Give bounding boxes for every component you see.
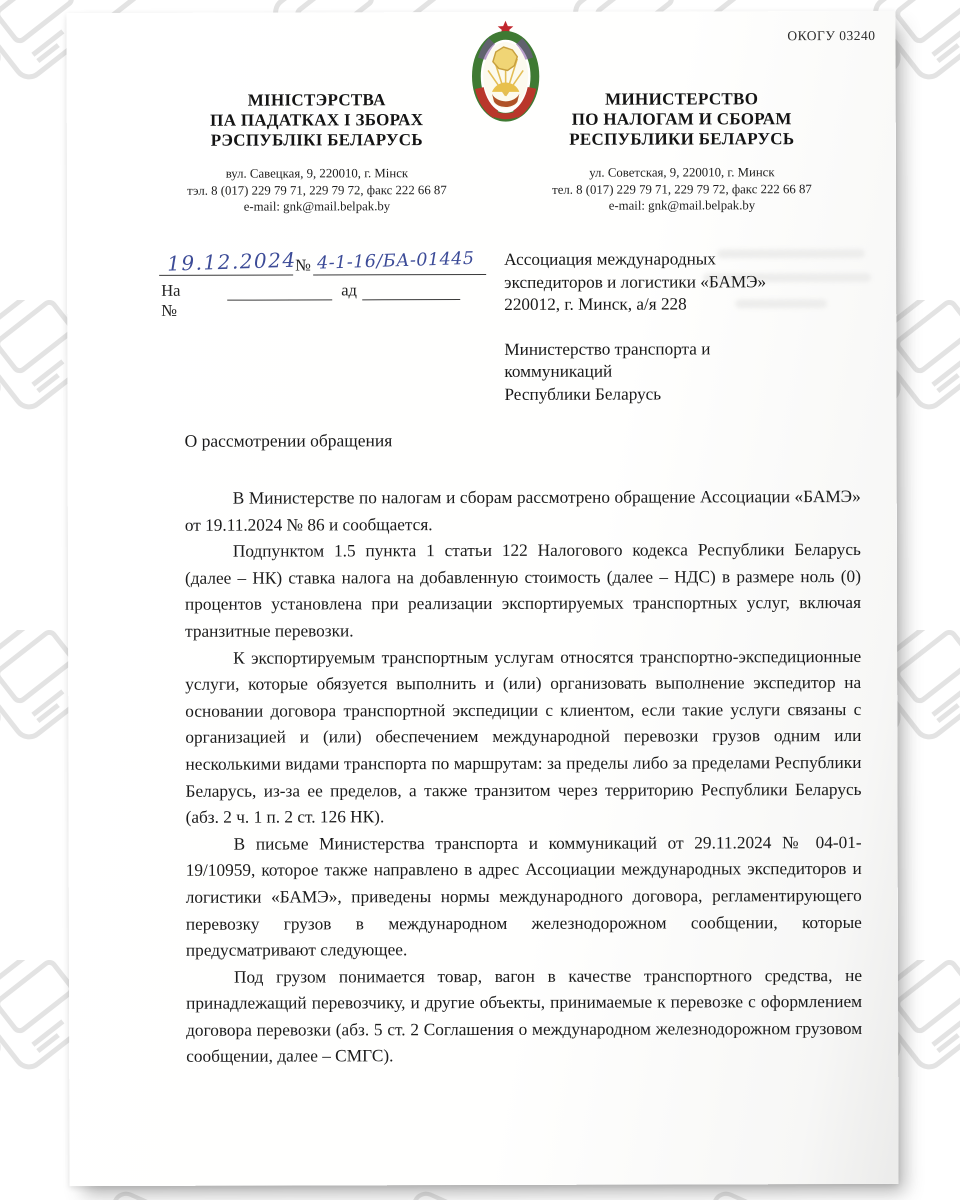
ministry-name-ru-line: МИНИСТЕРСТВО xyxy=(605,89,759,109)
incoming-number-label: На № xyxy=(161,280,181,320)
subject-line: О рассмотрении обращения xyxy=(184,430,393,451)
address-ru-line: e-mail: gnk@mail.belpak.by xyxy=(608,198,756,213)
ministry-name-ru-line: ПО НАЛОГАМ И СБОРАМ xyxy=(571,109,792,129)
body-paragraph: Под грузом понимается товар, вагон в качестве транспортного средства, не принадлежащий перевозчику, и другие объекты, принимаемые к перевозке с оформлением договора перевозки (абз. 5 ст. 2 Соглашения о международном железнодорожном грузовом сообщении, далее – СМГС). xyxy=(186,965,863,1067)
ministry-name-be-line: РЭСПУБЛІКІ БЕЛАРУСЬ xyxy=(210,130,423,150)
outgoing-number-handwritten: 4-1-16/БА-01445 xyxy=(316,248,475,274)
incoming-date-underline xyxy=(362,299,460,300)
body-paragraph: Подпунктом 1.5 пункта 1 статьи 122 Налогового кодекса Республики Беларусь (далее – НК) ставка налога на добавленную стоимость (далее – НДС) в размере ноль (0) процентов установлена при реализации экспортируемых транспортных услуг, включая транзитные перевозки. xyxy=(184,540,862,641)
number-underline xyxy=(313,274,486,275)
address-be-line: вул. Савецкая, 9, 220010, г. Мінск xyxy=(225,166,409,181)
ministry-name-be xyxy=(162,90,472,151)
recipient-block xyxy=(504,248,766,406)
ministry-name-ru xyxy=(527,89,837,150)
outgoing-date-handwritten: 19.12.2024 xyxy=(166,247,297,276)
address-be-line: e-mail: gnk@mail.belpak.by xyxy=(243,199,391,214)
ministry-address-ru xyxy=(527,164,837,214)
recipient-ministry-line: Министерство транспорта и xyxy=(504,338,711,359)
address-ru-line: ул. Советская, 9, 220010, г. Минск xyxy=(589,165,775,180)
incoming-number-underline xyxy=(227,299,332,300)
recipient-ministry-line: коммуникаций xyxy=(504,361,613,381)
recipient-association-line: 220012, г. Минск, а/я 228 xyxy=(504,294,687,314)
okogu-code: ОКОГУ 03240 xyxy=(787,27,876,44)
number-sign-label: № xyxy=(295,255,311,275)
letterhead-russian xyxy=(527,89,837,214)
recipient-ministry-line: Республики Беларусь xyxy=(504,384,662,404)
letter-body xyxy=(185,484,863,1071)
body-paragraph: К экспортируемым транспортным услугам относятся транспортно-экспедиционные услуги, которые обязуется выполнить и (или) организовать выполнение экспедитор на основании договора транспортной экспедиции с клиентом, если такие услуги связаны с организацией и (или) обеспечением международной перевозки грузов одним или несколькими видами транспорта по маршрутам: за пределы либо за пределами Республики Беларусь, из-за ее пределов, а также транзитом через территорию Республики Беларусь (абз. 2 ч. 1 п. 2 ст. 126 НК). xyxy=(185,646,862,827)
date-underline xyxy=(159,274,293,275)
ministry-address-be xyxy=(162,165,472,215)
incoming-date-label: ад xyxy=(341,280,357,300)
address-be-line: тэл. 8 (017) 229 79 71, 229 79 72, факс 222 66 87 xyxy=(187,182,447,198)
letterhead-belarusian xyxy=(162,90,472,215)
document-page xyxy=(66,11,898,1186)
recipient-association-line: Ассоциация международных xyxy=(504,249,716,269)
recipient-association-line: экспедиторов и логистики «БАМЭ» xyxy=(504,271,767,292)
recipient-gap xyxy=(504,316,766,339)
ministry-name-ru-line: РЕСПУБЛИКИ БЕЛАРУСЬ xyxy=(569,129,795,149)
address-ru-line: тел. 8 (017) 229 79 71, 229 79 72, факс 222 66 87 xyxy=(552,181,812,197)
ministry-name-be-line: ПА ПАДАТКАХ І ЗБОРАХ xyxy=(210,110,424,130)
body-paragraph: В письме Министерства транспорта и коммуникаций от 29.11.2024 № 04-01-19/10959, которое также направлено в адрес Ассоциации международных экспедиторов и логистики «БАМЭ», приведены нормы международного договора, регламентирующего перевозку грузов в международном железнодорожном сообщении, которые предусматривают следующее. xyxy=(185,832,862,960)
body-paragraph: В Министерстве по налогам и сборам рассмотрено обращение Ассоциации «БАМЭ» от 19.11.2024 № 86 и сообщается. xyxy=(184,487,861,535)
ministry-name-be-line: МІНІСТЭРСТВА xyxy=(247,90,386,110)
